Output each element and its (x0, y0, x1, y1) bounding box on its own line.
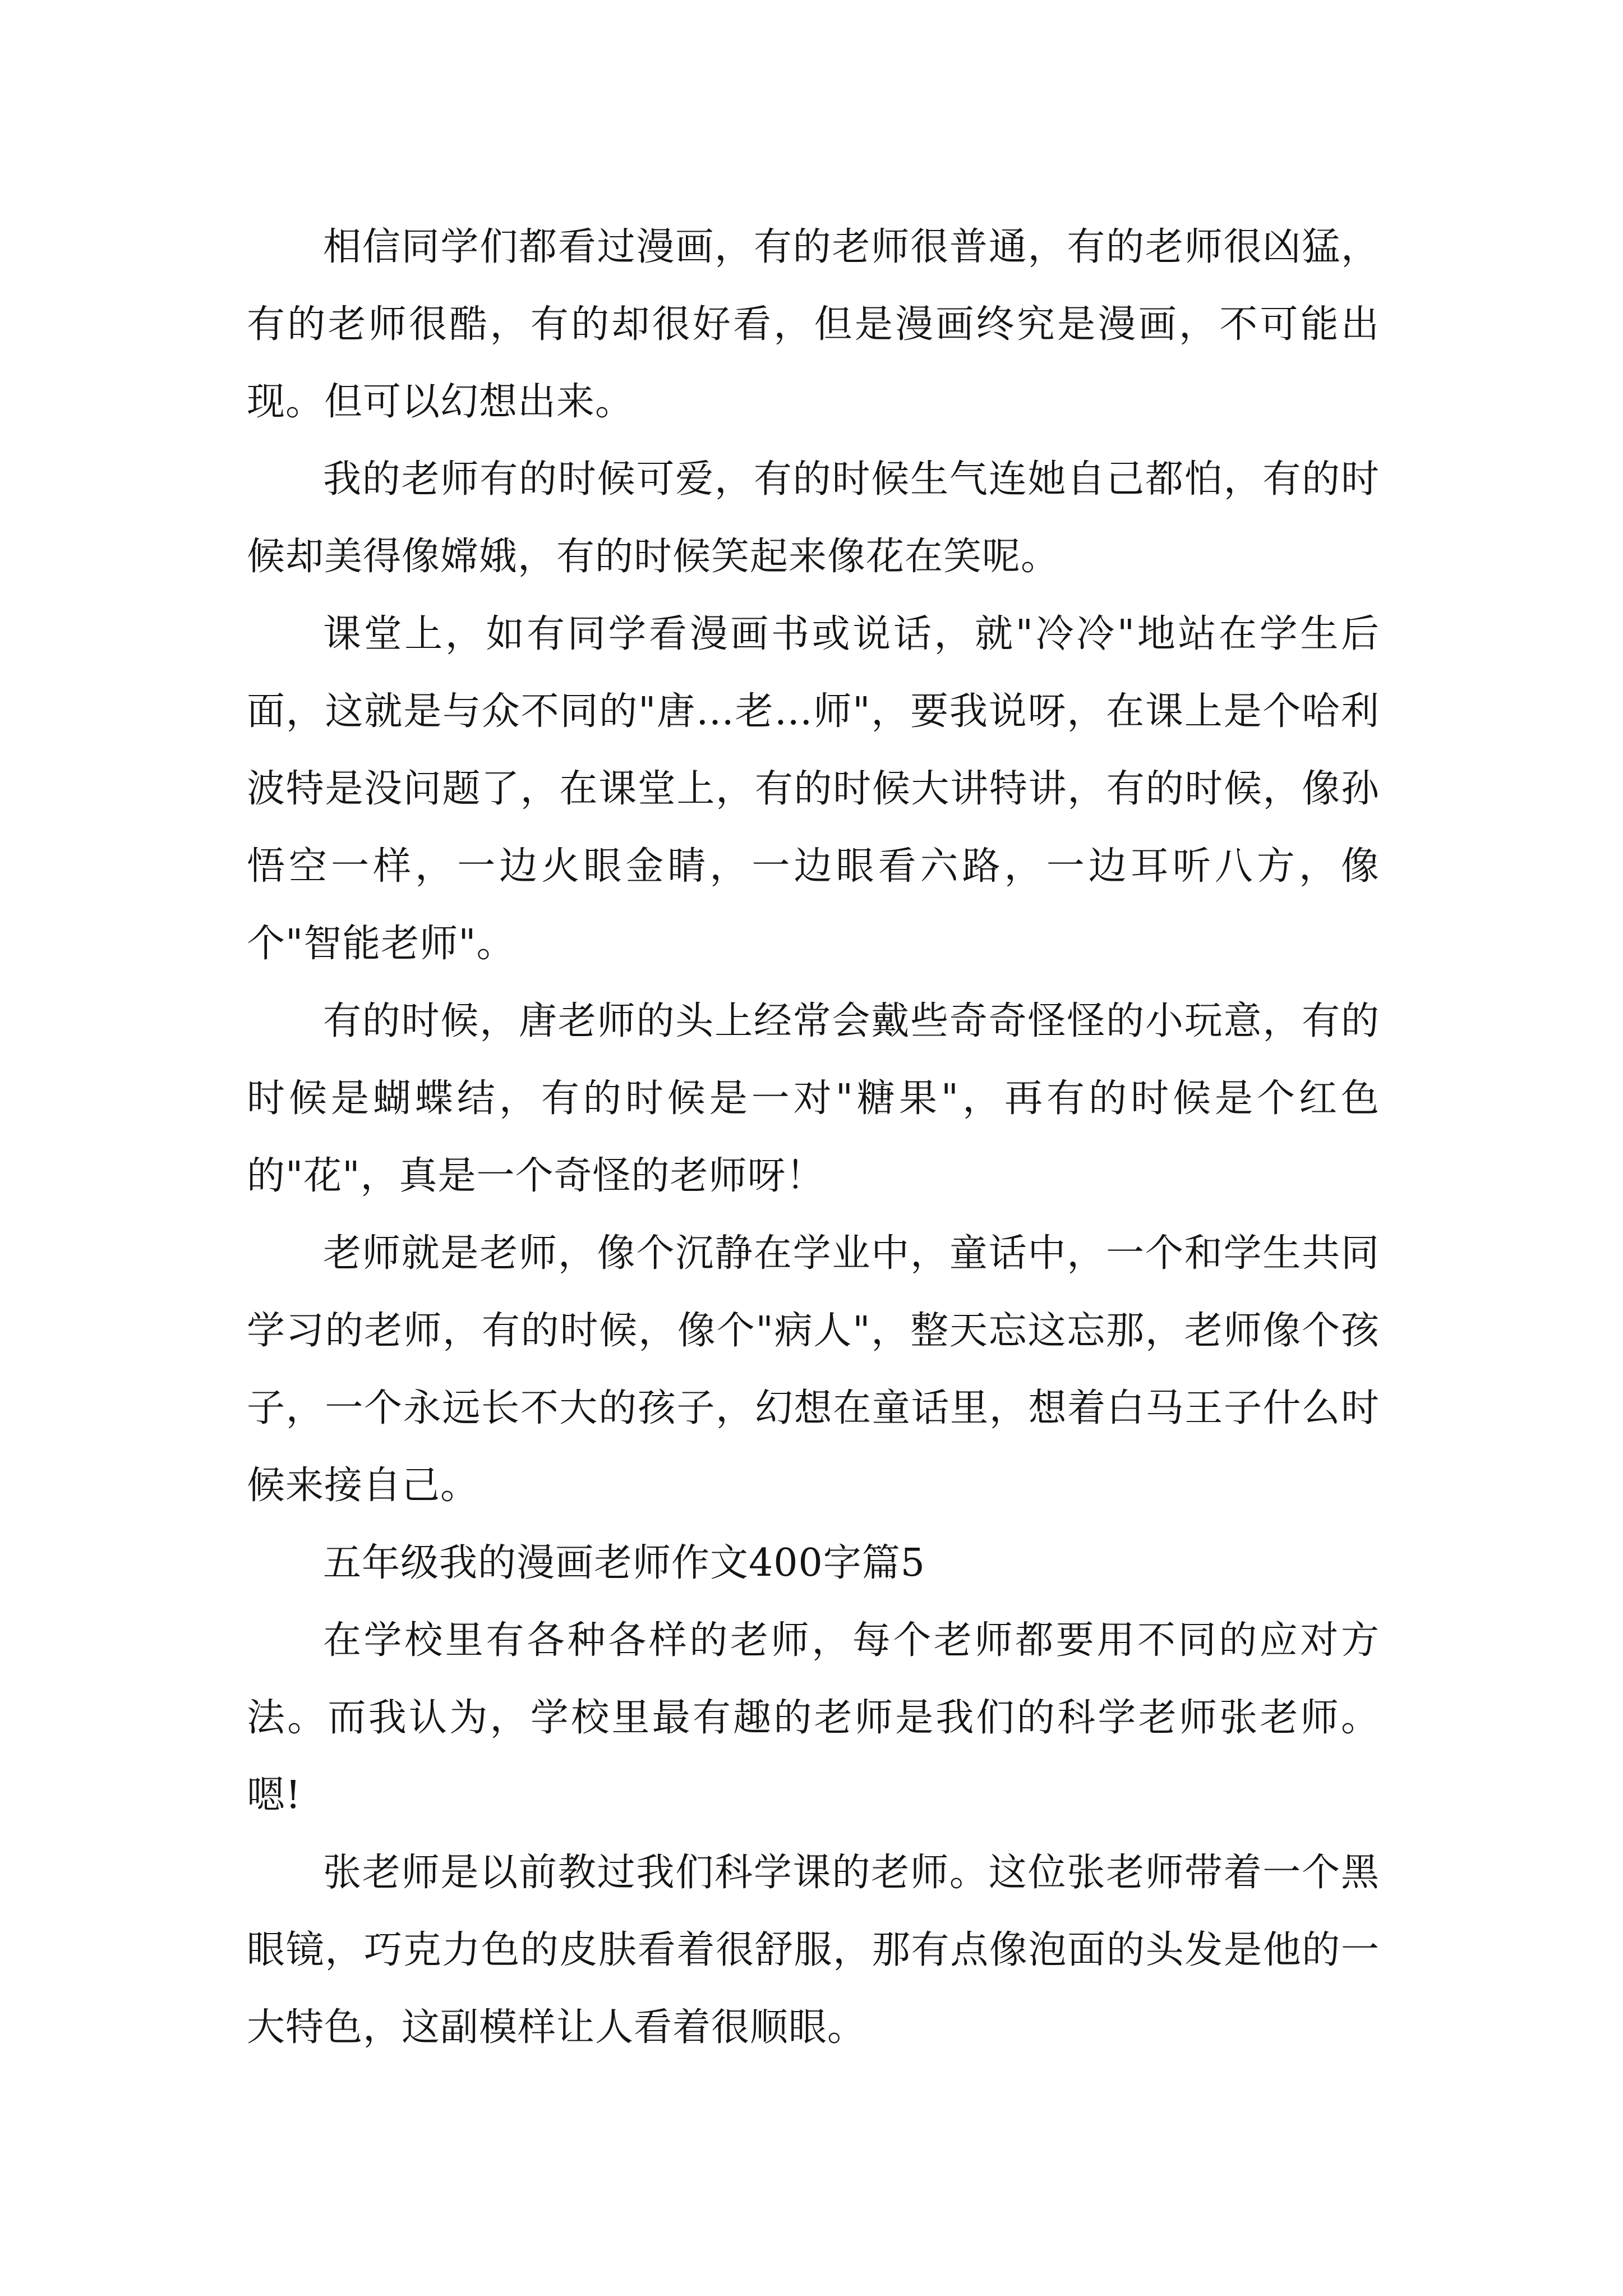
paragraph: 相信同学们都看过漫画，有的老师很普通，有的老师很凶猛，有的老师很酷，有的却很好看，但是漫画终究是漫画，不可能出现。但可以幻想出来。 (247, 225, 1380, 424)
paragraph: 课堂上，如有同学看漫画书或说话，就"冷冷"地站在学生后面，这就是与众不同的"唐…老…师"，要我说呀，在课上是个哈利波特是没问题了，在课堂上，有的时候大讲特讲，有的时候，像孙悟空一样，一边火眼金睛，一边眼看六路，一边耳听八方，像个"智能老师"。 (247, 612, 1380, 966)
paragraph: 有的时候，唐老师的头上经常会戴些奇奇怪怪的小玩意，有的时候是蝴蝶结，有的时候是一对"糖果"，再有的时候是个红色的"花"，真是一个奇怪的老师呀！ (247, 999, 1380, 1198)
document-body (247, 209, 1380, 2067)
paragraph: 张老师是以前教过我们科学课的老师。这位张老师带着一个黑眼镜，巧克力色的皮肤看着很舒服，那有点像泡面的头发是他的一大特色，这副模样让人看着很顺眼。 (247, 1851, 1380, 2050)
paragraph: 老师就是老师，像个沉静在学业中，童话中，一个和学生共同学习的老师，有的时候，像个"病人"，整天忘这忘那，老师像个孩子，一个永远长不大的孩子，幻想在童话里，想着白马王子什么时候来接自己。 (247, 1231, 1380, 1508)
paragraph: 我的老师有的时候可爱，有的时候生气连她自己都怕，有的时候却美得像嫦娥，有的时候笑起来像花在笑呢。 (247, 457, 1380, 579)
section-heading: 五年级我的漫画老师作文400字篇5 (323, 1541, 926, 1585)
paragraph: 在学校里有各种各样的老师，每个老师都要用不同的应对方法。而我认为，学校里最有趣的老师是我们的科学老师张老师。嗯! (247, 1618, 1380, 1818)
